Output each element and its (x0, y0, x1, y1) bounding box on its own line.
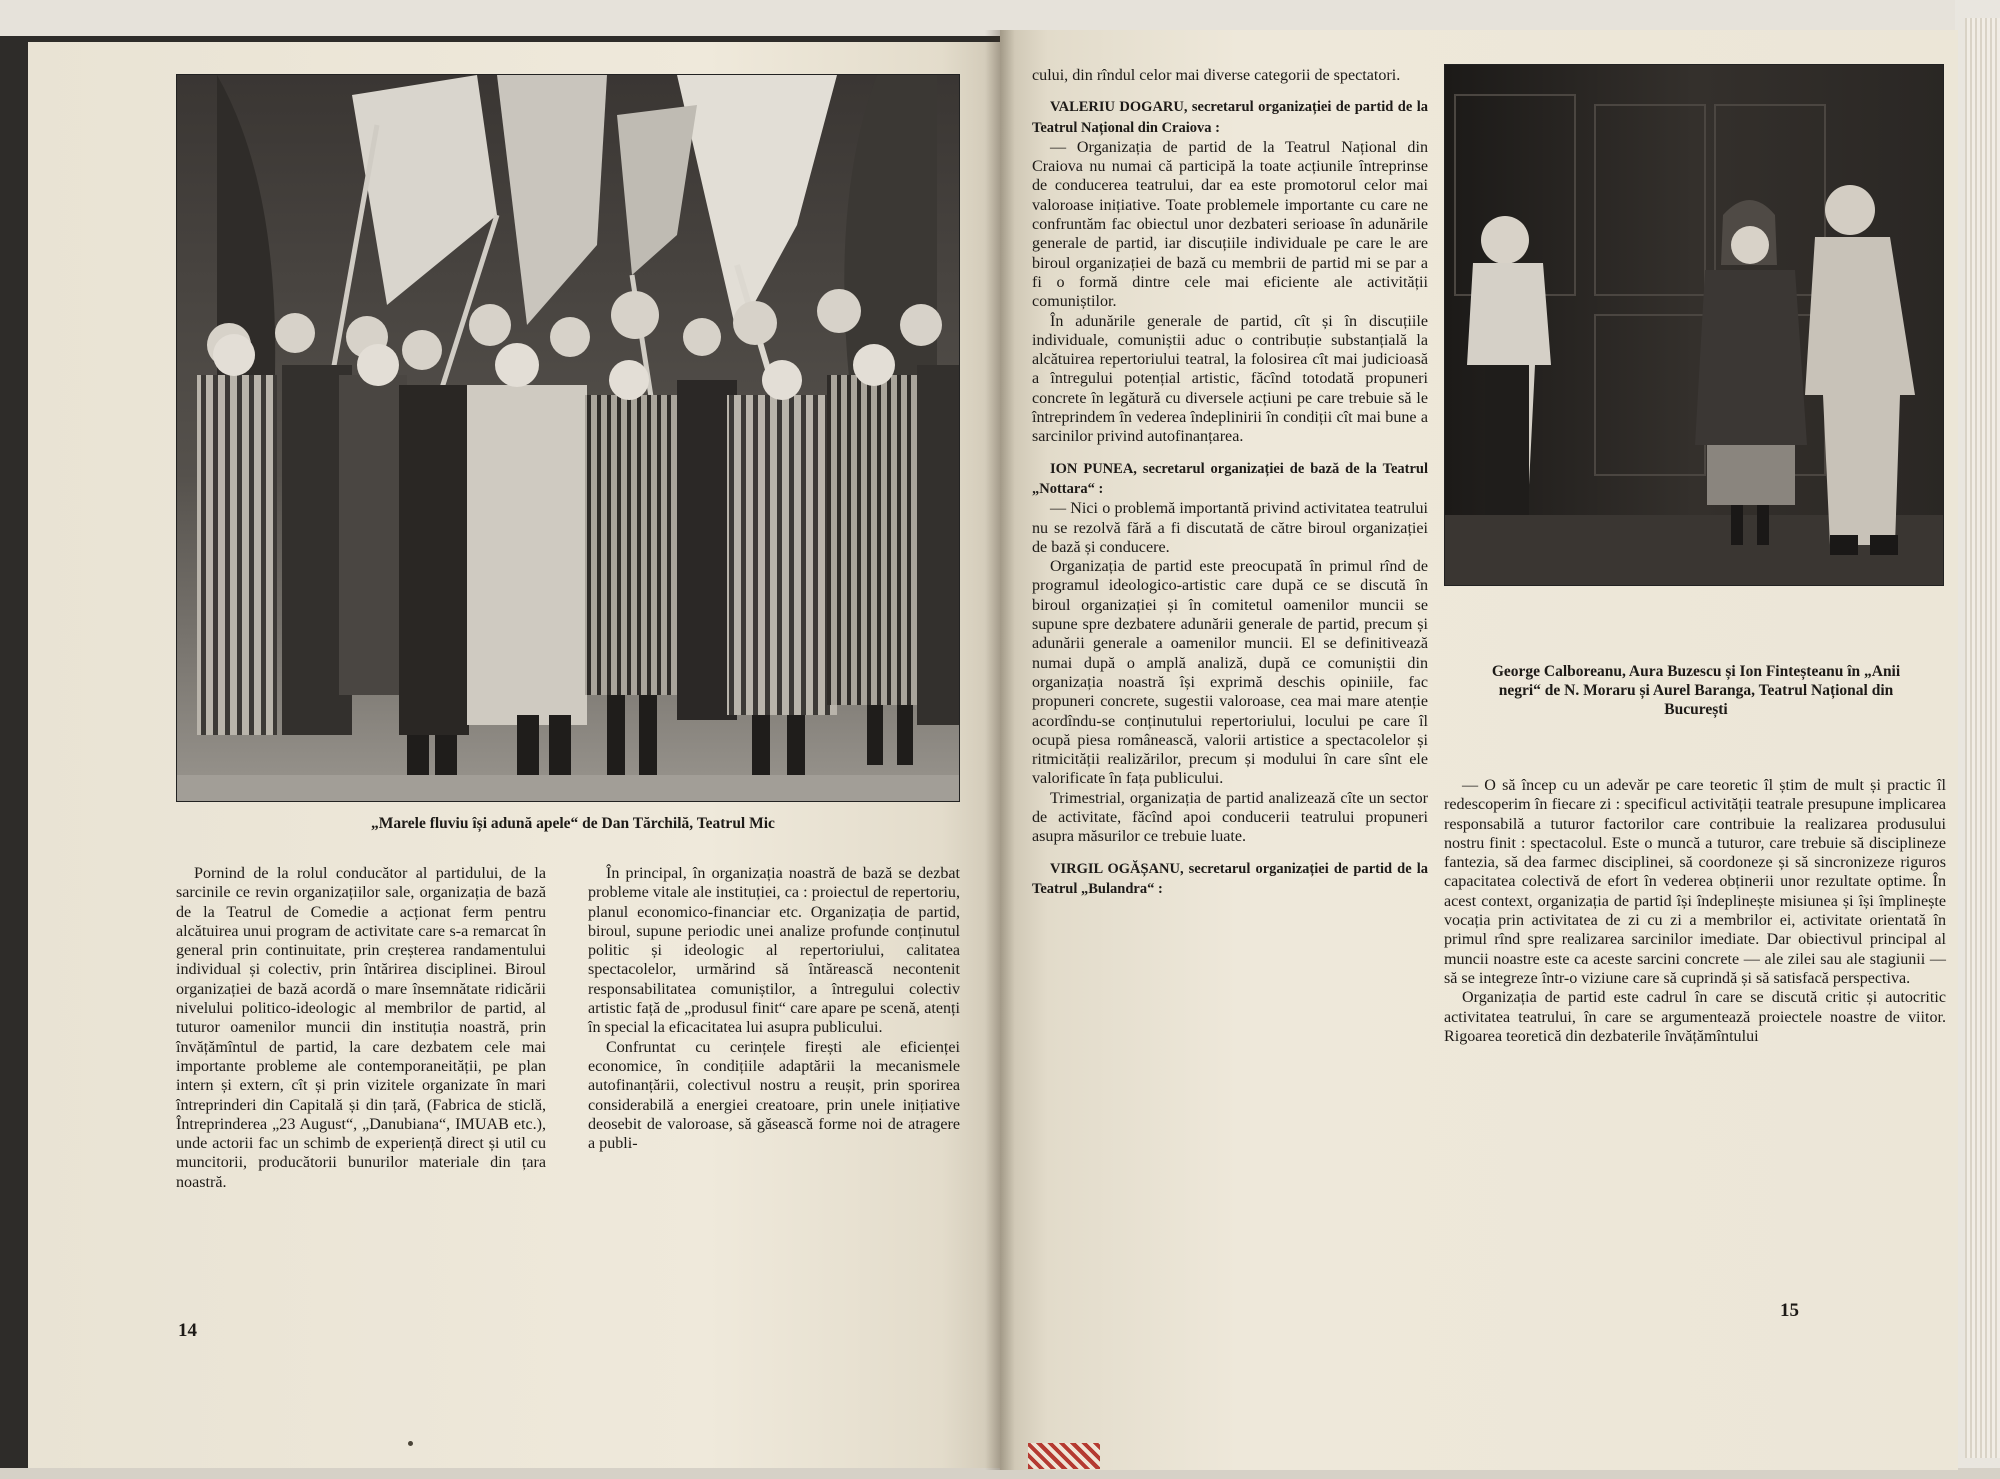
photo-caption-left: „Marele fluviu își adună apele“ de Dan Tărchilă, Teatrul Mic (371, 815, 775, 832)
paragraph: Organizația de partid este preocupată în primul rînd de programul ideologico-artistic care după ce se discută în biroul organizației și în comitetul oamenilor muncii se supune spre dezbatere adunării generale de partid, precum și adunării generale a oamenilor muncii. El se definitivează numai după o amplă analiză, după ce comuniștii din organizația noastră își exprimă deschis opiniile, fac propuneri concrete, sugestii valoroase, cea mai mare atenție acordîndu-se conținutului repertoriului, locului pe care îl ocupă piesa românească, valorii artistice a spectacolelor și ritmicității realizărilor, precum și modului în care sînt ele valorificate în fața publicului. (1032, 558, 1428, 788)
paragraph: — Nici o problemă importantă privind activitatea teatrului nu se rezolvă fără a fi discutată de către biroul organizației de bază și conducere. (1032, 500, 1428, 556)
paragraph: În adunările generale de partid, cît și în discuțiile individuale, comuniștii aduc o contribuție substanțială la alcătuirea repertoriului teatral, la folosirea cît mai judicioasă a întregului potențial artistic, făcînd totodată propuneri concrete în legătură cu diversele acțiuni pe care trebuie să le întreprindem în vederea îndeplinirii în condiții cît mai bune a sarcinilor privind autofinanțarea. (1032, 312, 1428, 446)
book-gutter-shadow (985, 30, 1015, 1470)
paragraph: Trimestrial, organizația de partid analizează cîte un sector de activitate, făcînd apoi conducerii teatrului propuneri asupra măsurilor ce trebuie luate. (1032, 789, 1428, 846)
speaker-heading: VIRGIL OGĂȘANU, secretarul organizației de partid de la Teatrul „Bulandra“ : (1032, 860, 1428, 897)
photo-caption-right: George Calboreanu, Aura Buzescu și Ion Finteșteanu în „Anii negri“ de N. Moraru și Aurel Baranga, Teatrul Național din București (1491, 663, 1901, 718)
left-page-column-2 (588, 864, 960, 1153)
paragraph: Confruntat cu cerințele firești ale eficienței economice, în condițiile adaptării la mecanismele autofinanțării, colectivul nostru a reușit, prin sporirea considerabilă a energiei creatoare, prin unele inițiative deosebit de valoroase, să găsească forme noi de atragere a publi- (588, 1038, 960, 1153)
paragraph: În principal, în organizația noastră de bază se dezbat probleme vitale ale instituției, ca : proiectul de repertoriu, planul economico-financiar etc. Organizația de partid, biroul, supune periodic unei analize profunde conținutul politic și ideologic al repertoriului, calitatea spectacolelor, urmărind să întărească necontenit responsabilitatea comuniștilor, a întregului colectiv artistic față de „produsul finit“ care apare pe scenă, atenți în special la eficacitatea lui asupra publicului. (588, 865, 960, 1037)
left-page (28, 42, 1000, 1468)
spine-headband (1028, 1443, 1100, 1469)
speaker-heading: VALERIU DOGARU, secretarul organizației de partid de la Teatrul Național din Craiova : (1032, 99, 1428, 136)
right-page (1000, 30, 1958, 1470)
right-page-column-1 (1032, 66, 1428, 899)
right-page-column-2 (1444, 776, 1946, 1046)
paragraph: — Organizația de partid de la Teatrul Național din Craiova nu numai că participă la toate acțiunile întreprinse de conducerea teatrului, dar ea este promotorul celor mai valoroase inițiative. Toate problemele importante cu care ne confruntăm fac obiectul unor dezbateri serioase în adunările generale de partid, iar discuțiile individuale pe care le are biroul organizației de bază cu membrii de partid mi se par a fi o formă dintre cele mai eficiente ale activității comuniștilor. (1032, 138, 1428, 311)
stage-photo-anii-negri (1444, 64, 1944, 586)
paragraph: — O să încep cu un adevăr pe care teoretic îl știm de mult și practic îl redescoperim în fiecare zi : specificul activității teatrale presupune implicarea responsabilă a tuturor factorilor care contribuie la realizarea produsului nostru finit : spectacolul. Este o muncă a tuturor, care trebuie să disciplineze fantezia, să dea farmec disciplinei, să coordoneze și să sincronizeze riguros capacitatea colectivă de efort în vederea obținerii unor rezultate optime. În acest context, organizația de partid își îndeplinește misiunea și își împlinește vocația prin activitatea de zi cu zi a membrilor ei, activitate orientată în primul rînd spre realizarea sarcinilor imediate. Dar obiectivul principal al muncii noastre este ca acestе sarcini concrete — ale zilei sau ale stagiunii — să se integreze într-o viziune care să cuprindă și să satisfacă perspectiva. (1444, 777, 1946, 987)
paragraph: Organizația de partid este cadrul în care se discută critic și autocritic activitatea teatrului, în care se argumentează proiectele noastre de viitor. Rigoarea teoretică din dezbaterile învățămîntului (1444, 989, 1946, 1045)
page-edges-stack (1965, 18, 2000, 1458)
paragraph: cului, din rîndul celor mai diverse categorii de spectatori. (1032, 67, 1401, 84)
stage-photo-marele-fluviu (176, 74, 960, 802)
paper-speck (408, 1441, 413, 1446)
speaker-heading: ION PUNEA, secretarul organizației de bază de la Teatrul „Nottara“ : (1032, 460, 1428, 497)
page-number-left: 14 (178, 1320, 197, 1341)
left-page-column-1 (176, 864, 546, 1192)
stage-photo-drawing (177, 75, 960, 802)
paragraph: Pornind de la rolul conducător al partidului, de la sarcinile ce revin organizațiilor sale, organizația de bază de la Teatrul de Comedie a acționat ferm pentru alcătuirea unui program de activitate care s-a remarcat în general prin continuitate, prin creșterea randamentului individual și colectiv, prin întărirea disciplinei. Biroul organizației de bază acordă o mare însemnătate ridicării nivelului politico-ideologic al membrilor de partid, al tuturor oamenilor muncii din instituția noastră, prin învățămîntul de partid, la care dezbatem cele mai importante probleme ale contemporaneității, pe plan intern și extern, cît și prin vizitele organizate în mari întreprinderi din Capitală și din țară, (Fabrica de sticlă, Întreprinderea „23 August“, „Danubiana“, IMUAB etc.), unde actorii fac un schimb de experiență direct și util cu muncitorii, producătorii bunurilor materiale din țara noastră. (176, 865, 546, 1191)
page-number-right: 15 (1780, 1300, 1799, 1321)
stage-photo-drawing (1445, 65, 1944, 586)
